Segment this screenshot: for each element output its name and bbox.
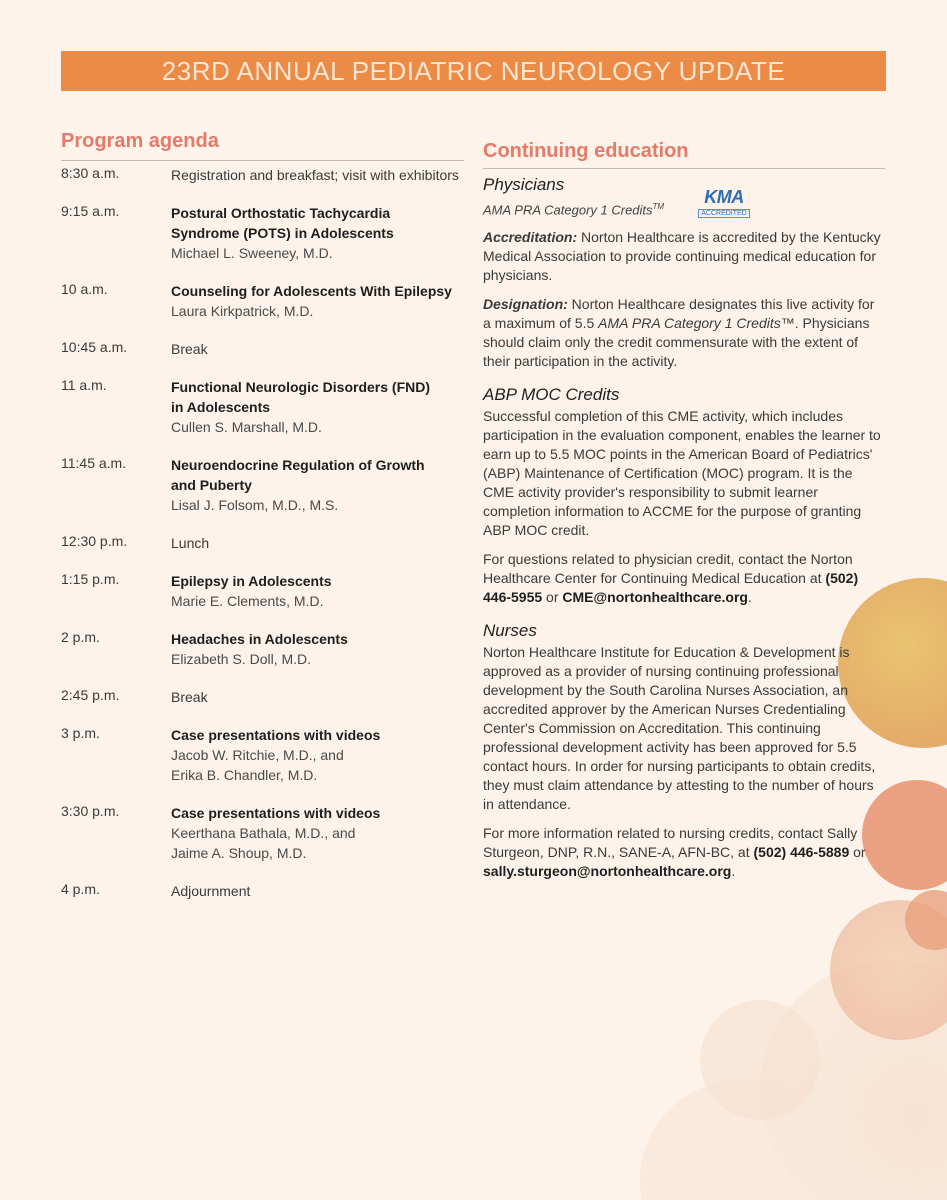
agenda-time: 12:30 p.m. [61,533,128,549]
designation-paragraph: Designation: Norton Healthcare designates this live activity for a maximum of 5.5 AMA PRA Category 1 Credits™. Physicians should claim only the credit commensurate with the extent of their participation in the activity. [483,296,875,370]
speaker-name: Cullen S. Marshall, M.D. [171,419,322,435]
agenda-time: 3:30 p.m. [61,803,120,819]
speaker-name: Elizabeth S. Doll, M.D. [171,651,312,667]
agenda-details [171,377,471,437]
agenda-time: 8:30 a.m. [61,165,120,181]
session-title: Case presentations with videos [171,805,381,821]
session-title: Functional Neurologic Disorders (FND) [171,379,431,395]
agenda-item [61,165,471,185]
accreditation-paragraph: Accreditation: Norton Healthcare is accredited by the Kentucky Medical Association to provide continuing medical education for physicians. [483,229,881,284]
kma-accredited-logo: KMA ACCREDITED [698,187,750,223]
session-title: Headaches in Adolescents [171,631,348,647]
agenda-item [61,629,471,669]
nurse-contact-paragraph: For more information related to nursing credits, contact Sally Sturgeon, DNP, R.N., SANE-A, AFN-BC, at (502) 446-5889 or sally.sturgeon@nortonhealthcare.org. [483,825,866,880]
speaker-name: Lisal J. Folsom, M.D., M.S. [171,497,339,513]
session-title: Postural Orthostatic Tachycardia [171,205,391,221]
ce-section [483,175,885,891]
nurse-phone[interactable]: (502) 446-5889 [753,844,850,861]
session-title: Neuroendocrine Regulation of Growth [171,457,425,473]
session-title: Epilepsy in Adolescents [171,573,332,589]
agenda-details [171,339,471,359]
ce-title: Continuing education [483,140,689,162]
physicians-heading: Physicians [483,175,565,194]
agenda-details [171,725,471,785]
agenda-item [61,571,471,611]
nurses-paragraph: Norton Healthcare Institute for Education & Development is approved as a provider of nursing continuing professional development by the South Carolina Nurses Association, an accredited approver by the American Nurses Credentialing Center's Commission on Accreditation. This continuing professional development activity has been approved for 5.5 contact hours. In order for nursing participants to obtain credits, they must claim attendance by attesting to the number of hours in attendance. [483,644,876,813]
agenda-item [61,455,471,515]
agenda-item [61,533,471,553]
decorative-blob [700,1000,820,1120]
event-banner: 23RD ANNUAL PEDIATRIC NEUROLOGY UPDATE [61,51,886,91]
agenda-time: 10:45 a.m. [61,339,128,355]
agenda-time: 4 p.m. [61,881,100,897]
agenda-text: Lunch [171,535,210,551]
speaker-name: Jaime A. Shoup, M.D. [171,845,307,861]
agenda-list [61,165,471,901]
session-title: Case presentations with videos [171,727,381,743]
session-title: and Puberty [171,477,252,493]
nurse-email-link[interactable]: sally.sturgeon@nortonhealthcare.org [483,863,732,880]
agenda-item [61,377,471,437]
agenda-time: 9:15 a.m. [61,203,120,219]
speaker-name: Keerthana Bathala, M.D., and [171,825,356,841]
session-title: Counseling for Adolescents With Epilepsy [171,283,452,299]
nurses-heading: Nurses [483,621,537,641]
agenda-time: 3 p.m. [61,725,100,741]
agenda-details [171,803,471,863]
agenda-details [171,533,471,553]
ama-credits-line: AMA PRA Category 1 Credits™ [483,202,665,218]
agenda-item [61,339,471,359]
agenda-item [61,881,471,901]
agenda-item [61,281,471,321]
session-title: in Adolescents [171,399,271,415]
speaker-name: Erika B. Chandler, M.D. [171,767,318,783]
agenda-time: 10 a.m. [61,281,108,297]
agenda-time: 1:15 p.m. [61,571,120,587]
agenda-text: Break [171,341,208,357]
agenda-details [171,881,471,901]
agenda-time: 11 a.m. [61,377,107,393]
agenda-details [171,571,471,611]
agenda-time: 11:45 a.m. [61,455,127,471]
physician-phone[interactable]: (502) 446-5955 [483,570,859,606]
physician-email-link[interactable]: CME@nortonhealthcare.org [562,589,748,606]
speaker-name: Laura Kirkpatrick, M.D. [171,303,314,319]
ce-divider [483,168,885,169]
agenda-item [61,725,471,785]
agenda-details [171,281,471,321]
agenda-details [171,687,471,707]
agenda-text: Adjournment [171,883,251,899]
speaker-name: Jacob W. Ritchie, M.D., and [171,747,344,763]
session-title: Syndrome (POTS) in Adolescents [171,225,394,241]
abp-heading: ABP MOC Credits [483,385,620,405]
agenda-details [171,455,471,515]
speaker-name: Marie E. Clements, M.D. [171,593,324,609]
agenda-text: Break [171,689,208,705]
agenda-time: 2:45 p.m. [61,687,120,703]
agenda-title: Program agenda [61,130,219,152]
agenda-details [171,203,471,263]
agenda-details [171,629,471,669]
agenda-time: 2 p.m. [61,629,100,645]
agenda-details [171,165,471,185]
speaker-name: Michael L. Sweeney, M.D. [171,245,333,261]
agenda-text: Registration and breakfast; visit with exhibitors [171,167,459,183]
physician-contact-paragraph: For questions related to physician credit, contact the Norton Healthcare Center for Continuing Medical Education at (502) 446-5955 or CME@nortonhealthcare.org. [483,551,859,606]
agenda-divider [61,160,464,161]
agenda-item [61,803,471,863]
abp-paragraph: Successful completion of this CME activity, which includes participation in the evaluation component, enables the learner to earn up to 5.5 MOC points in the American Board of Pediatrics' (ABP) Maintenance of Certification (MOC) program. It is the CME activity provider's responsibility to submit learner completion information to ACCME for the purpose of granting ABP MOC credit. [483,408,881,539]
agenda-item [61,203,471,263]
agenda-item [61,687,471,707]
